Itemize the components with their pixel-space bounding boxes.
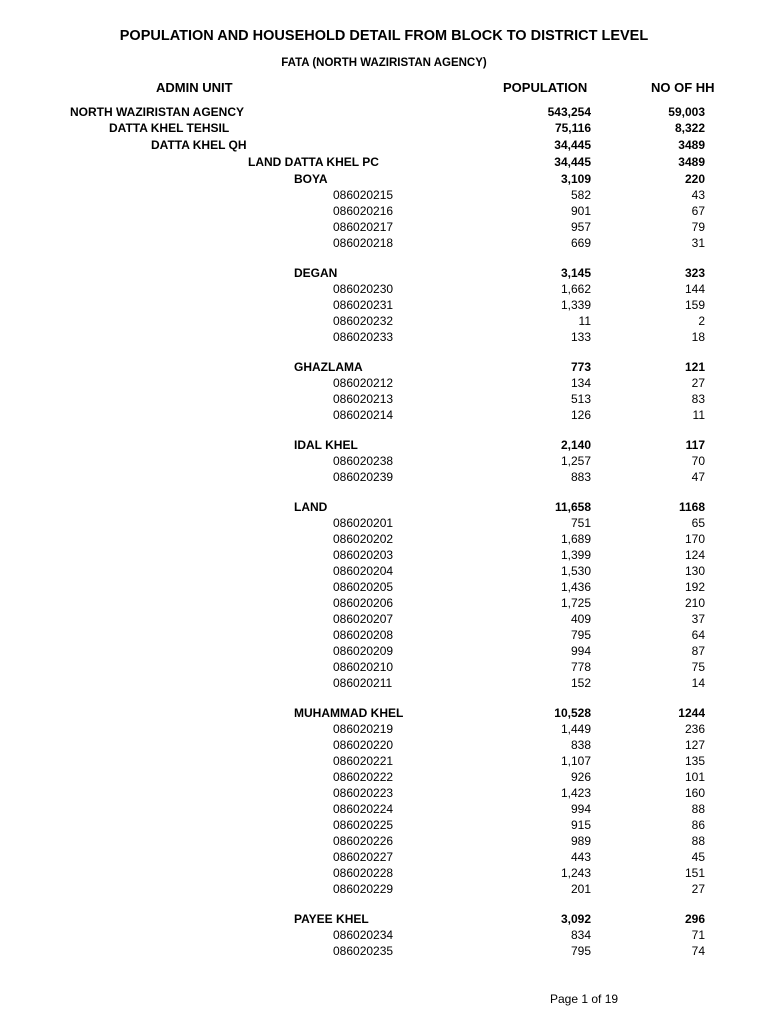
block-row [0, 329, 768, 345]
population-value: 994 [570, 802, 591, 816]
population-value: 513 [570, 392, 591, 406]
page-subtitle: FATA (NORTH WAZIRISTAN AGENCY) [281, 57, 487, 69]
population-value: 989 [570, 834, 591, 848]
household-value: 70 [691, 454, 705, 468]
admin-unit-name: 086020206 [333, 596, 394, 610]
admin-unit-name: NORTH WAZIRISTAN AGENCY [70, 105, 244, 119]
household-value: 64 [691, 628, 705, 642]
household-value: 88 [691, 834, 705, 848]
household-value: 101 [684, 770, 705, 784]
household-value: 117 [685, 438, 705, 452]
group-row [0, 359, 768, 375]
admin-unit-name: LAND DATTA KHEL PC [248, 155, 379, 169]
admin-unit-name: 086020215 [333, 188, 394, 202]
household-value: 151 [684, 866, 705, 880]
admin-level-row [0, 120, 768, 137]
admin-unit-name: 086020227 [333, 850, 394, 864]
household-value: 18 [691, 330, 705, 344]
admin-unit-name: 086020202 [333, 532, 394, 546]
household-value: 31 [691, 236, 705, 250]
household-value: 67 [691, 204, 705, 218]
block-row [0, 675, 768, 691]
admin-unit-name: 086020201 [333, 516, 394, 530]
admin-unit-name: MUHAMMAD KHEL [294, 706, 404, 720]
admin-unit-name: 086020220 [333, 738, 394, 752]
block-row [0, 627, 768, 643]
block-row [0, 611, 768, 627]
household-value: 121 [684, 360, 705, 374]
admin-unit-name: 086020204 [333, 564, 394, 578]
block-row [0, 407, 768, 423]
household-value: 127 [684, 738, 705, 752]
group-row [0, 265, 768, 281]
admin-unit-name: 086020222 [333, 770, 394, 784]
household-value: 83 [691, 392, 705, 406]
household-value: 236 [684, 722, 705, 736]
population-value: 1,449 [560, 722, 591, 736]
page-title: POPULATION AND HOUSEHOLD DETAIL FROM BLOCK TO DISTRICT LEVEL [119, 28, 649, 44]
household-value: 59,003 [668, 105, 705, 119]
admin-unit-name: PAYEE KHEL [294, 912, 369, 926]
group-spacer [0, 423, 768, 437]
household-value: 159 [684, 298, 705, 312]
block-row [0, 801, 768, 817]
admin-unit-name: 086020205 [333, 580, 394, 594]
household-value: 144 [684, 282, 705, 296]
population-value: 915 [570, 818, 591, 832]
admin-unit-name: 086020219 [333, 722, 394, 736]
block-row [0, 235, 768, 251]
admin-unit-name: GHAZLAMA [294, 360, 363, 374]
admin-unit-name: DATTA KHEL TEHSIL [109, 121, 230, 135]
household-value: 45 [691, 850, 705, 864]
household-value: 88 [691, 802, 705, 816]
block-row [0, 297, 768, 313]
block-row [0, 219, 768, 235]
population-value: 751 [570, 516, 591, 530]
admin-unit-name: LAND [294, 500, 328, 514]
block-row [0, 643, 768, 659]
block-row [0, 515, 768, 531]
block-row [0, 563, 768, 579]
admin-unit-name: 086020226 [333, 834, 394, 848]
admin-unit-name: DATTA KHEL QH [151, 138, 247, 152]
population-value: 11 [578, 314, 591, 328]
header-no-of-hh: NO OF HH [651, 80, 715, 95]
block-row [0, 391, 768, 407]
population-value: 778 [570, 660, 591, 674]
block-row [0, 817, 768, 833]
admin-unit-name: 086020207 [333, 612, 394, 626]
block-row [0, 943, 768, 959]
population-value: 75,116 [554, 121, 591, 135]
household-value: 3489 [678, 155, 705, 169]
household-value: 65 [691, 516, 705, 530]
population-value: 1,725 [560, 596, 591, 610]
admin-unit-name: IDAL KHEL [294, 438, 358, 452]
admin-unit-name: 086020208 [333, 628, 394, 642]
block-row [0, 849, 768, 865]
admin-unit-name: BOYA [294, 172, 328, 186]
population-value: 838 [570, 738, 591, 752]
population-value: 543,254 [547, 105, 591, 119]
population-value: 133 [570, 330, 591, 344]
population-value: 1,243 [560, 866, 591, 880]
admin-unit-name: 086020211 [333, 676, 393, 690]
group-row [0, 437, 768, 453]
household-value: 1244 [678, 706, 705, 720]
population-value: 926 [570, 770, 591, 784]
population-value: 443 [570, 850, 591, 864]
household-value: 210 [684, 596, 705, 610]
population-value: 795 [570, 944, 591, 958]
population-value: 883 [570, 470, 591, 484]
population-value: 994 [570, 644, 591, 658]
admin-unit-name: 086020225 [333, 818, 394, 832]
population-value: 3,109 [560, 172, 591, 186]
population-value: 669 [570, 236, 591, 250]
household-value: 296 [684, 912, 705, 926]
block-row [0, 281, 768, 297]
admin-unit-name: 086020210 [333, 660, 394, 674]
population-value: 34,445 [554, 138, 591, 152]
household-value: 192 [684, 580, 705, 594]
admin-unit-name: 086020234 [333, 928, 394, 942]
header-admin-unit: ADMIN UNIT [156, 80, 233, 95]
block-row [0, 865, 768, 881]
group-spacer [0, 691, 768, 705]
admin-unit-name: 086020213 [333, 392, 394, 406]
household-value: 8,322 [674, 121, 705, 135]
population-value: 1,257 [560, 454, 591, 468]
population-value: 1,423 [560, 786, 591, 800]
household-value: 43 [691, 188, 705, 202]
block-row [0, 881, 768, 897]
household-value: 86 [691, 818, 705, 832]
block-row [0, 203, 768, 219]
block-row [0, 187, 768, 203]
household-value: 37 [691, 612, 705, 626]
household-value: 124 [684, 548, 705, 562]
population-value: 201 [570, 882, 591, 896]
block-row [0, 753, 768, 769]
group-spacer [0, 485, 768, 499]
block-row [0, 659, 768, 675]
block-row [0, 375, 768, 391]
admin-unit-name: 086020216 [333, 204, 394, 218]
household-value: 87 [691, 644, 705, 658]
population-value: 773 [570, 360, 591, 374]
population-value: 126 [570, 408, 591, 422]
admin-unit-name: 086020217 [333, 220, 394, 234]
household-value: 75 [691, 660, 705, 674]
block-row [0, 737, 768, 753]
population-value: 152 [570, 676, 591, 690]
admin-unit-name: 086020221 [333, 754, 394, 768]
population-value: 795 [570, 628, 591, 642]
admin-unit-name: 086020212 [333, 376, 394, 390]
admin-unit-name: 086020229 [333, 882, 394, 896]
household-value: 3489 [678, 138, 705, 152]
admin-unit-name: 086020214 [333, 408, 394, 422]
household-value: 14 [691, 676, 705, 690]
household-value: 74 [691, 944, 705, 958]
block-row [0, 531, 768, 547]
admin-unit-name: 086020223 [333, 786, 394, 800]
household-value: 135 [684, 754, 705, 768]
household-value: 160 [684, 786, 705, 800]
admin-unit-name: 086020203 [333, 548, 394, 562]
population-value: 2,140 [560, 438, 591, 452]
admin-level-row [0, 104, 768, 120]
admin-unit-name: 086020228 [333, 866, 394, 880]
household-value: 130 [684, 564, 705, 578]
block-row [0, 595, 768, 611]
population-value: 582 [570, 188, 591, 202]
header-population: POPULATION [503, 80, 588, 95]
household-value: 79 [691, 220, 705, 234]
admin-unit-name: 086020231 [333, 298, 394, 312]
group-row [0, 705, 768, 721]
household-value: 27 [691, 376, 705, 390]
population-table [0, 104, 768, 959]
group-spacer [0, 345, 768, 359]
admin-unit-name: 086020238 [333, 454, 394, 468]
block-row [0, 453, 768, 469]
population-value: 1,399 [560, 548, 591, 562]
population-value: 409 [570, 612, 591, 626]
population-value: 1,530 [560, 564, 591, 578]
population-value: 134 [570, 376, 591, 390]
household-value: 27 [691, 882, 705, 896]
admin-unit-name: 086020224 [333, 802, 394, 816]
household-value: 71 [691, 928, 705, 942]
household-value: 11 [692, 408, 705, 422]
admin-unit-name: 086020218 [333, 236, 394, 250]
admin-unit-name: 086020235 [333, 944, 394, 958]
population-value: 3,145 [560, 266, 591, 280]
group-row [0, 499, 768, 515]
population-value: 1,662 [560, 282, 591, 296]
admin-unit-name: 086020230 [333, 282, 394, 296]
admin-unit-name: 086020239 [333, 470, 394, 484]
block-row [0, 785, 768, 801]
admin-unit-name: DEGAN [294, 266, 338, 280]
household-value: 323 [684, 266, 705, 280]
block-row [0, 547, 768, 563]
population-value: 957 [570, 220, 591, 234]
population-value: 10,528 [554, 706, 591, 720]
group-spacer [0, 251, 768, 265]
admin-unit-name: 086020209 [333, 644, 394, 658]
block-row [0, 769, 768, 785]
block-row [0, 469, 768, 485]
population-value: 1,339 [560, 298, 591, 312]
household-value: 170 [684, 532, 705, 546]
admin-unit-name: 086020233 [333, 330, 394, 344]
household-value: 220 [684, 172, 705, 186]
block-row [0, 927, 768, 943]
block-row [0, 721, 768, 737]
population-value: 834 [570, 928, 591, 942]
population-value: 1,689 [560, 532, 591, 546]
block-row [0, 833, 768, 849]
block-row [0, 313, 768, 329]
admin-level-row [0, 154, 768, 171]
household-value: 47 [691, 470, 705, 484]
population-value: 1,107 [560, 754, 591, 768]
block-row [0, 579, 768, 595]
group-spacer [0, 897, 768, 911]
population-value: 3,092 [560, 912, 591, 926]
population-value: 11,658 [554, 500, 591, 514]
population-value: 1,436 [560, 580, 591, 594]
admin-level-row [0, 137, 768, 154]
population-value: 901 [570, 204, 591, 218]
admin-unit-name: 086020232 [333, 314, 394, 328]
population-value: 34,445 [554, 155, 591, 169]
household-value: 2 [698, 314, 705, 328]
group-row [0, 171, 768, 187]
group-row [0, 911, 768, 927]
page-number: Page 1 of 19 [550, 992, 619, 1006]
household-value: 1168 [678, 500, 705, 514]
